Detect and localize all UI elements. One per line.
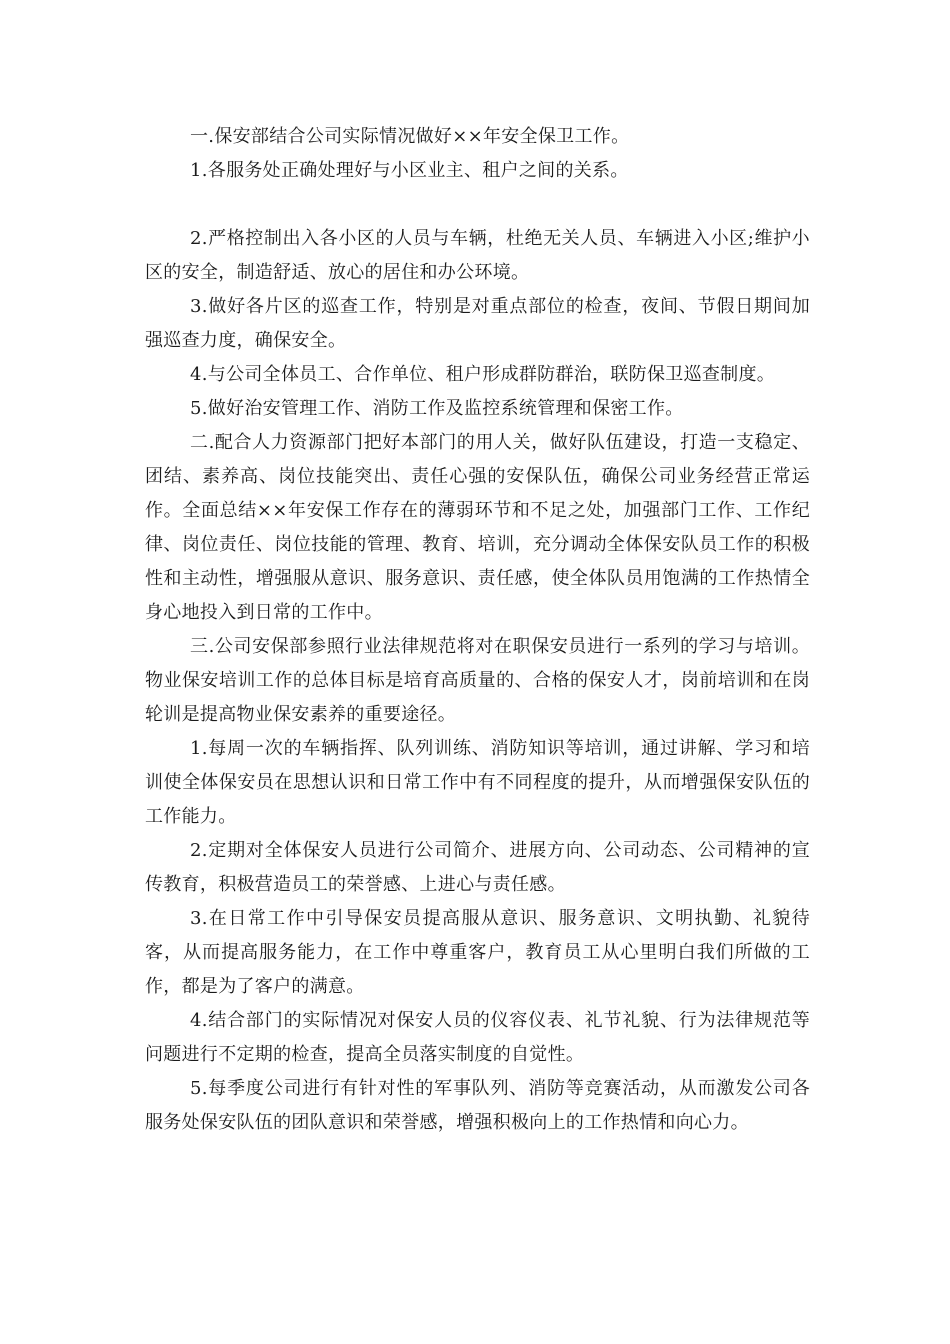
list-item: 4.结合部门的实际情况对保安人员的仪容仪表、礼节礼貌、行为法律规范等问题进行不定期的检查，提高全员落实制度的自觉性。 <box>145 1010 810 1065</box>
list-item: 5.做好治安管理工作、消防工作及监控系统管理和保密工作。 <box>190 398 684 419</box>
list-item: 1.每周一次的车辆指挥、队列训练、消防知识等培训，通过讲解、学习和培训使全体保安员在思想认识和日常工作中有不同程度的提升，从而增强保安队伍的工作能力。 <box>145 738 810 827</box>
section-heading-1: 一.保安部结合公司实际情况做好××年安全保卫工作。 <box>190 126 630 147</box>
blank-line <box>145 188 810 222</box>
list-item: 2.定期对全体保安人员进行公司简介、进展方向、公司动态、公司精神的宣传教育，积极营造员工的荣誉感、上进心与责任感。 <box>145 840 810 895</box>
section-heading-3: 三.公司安保部参照行业法律规范将对在职保安员进行一系列的学习与培训。物业保安培训工作的总体目标是培育高质量的、合格的保安人才，岗前培训和在岗轮训是提高物业保安素养的重要途径。 <box>145 636 810 725</box>
list-item: 4.与公司全体员工、合作单位、租户形成群防群治，联防保卫巡查制度。 <box>190 364 776 385</box>
document-body <box>145 120 810 1140</box>
list-item: 2.严格控制出入各小区的人员与车辆，杜绝无关人员、车辆进入小区;维护小区的安全，制造舒适、放心的居住和办公环境。 <box>145 228 810 283</box>
list-item: 3.在日常工作中引导保安员提高服从意识、服务意识、文明执勤、礼貌待客，从而提高服务能力，在工作中尊重客户，教育员工从心里明白我们所做的工作，都是为了客户的满意。 <box>145 908 810 997</box>
list-item: 5.每季度公司进行有针对性的军事队列、消防等竞赛活动，从而激发公司各服务处保安队伍的团队意识和荣誉感，增强积极向上的工作热情和向心力。 <box>145 1078 810 1133</box>
list-item: 1.各服务处正确处理好与小区业主、租户之间的关系。 <box>190 160 629 181</box>
list-item: 3.做好各片区的巡查工作，特别是对重点部位的检查，夜间、节假日期间加强巡查力度，确保安全。 <box>145 296 810 351</box>
section-heading-2: 二.配合人力资源部门把好本部门的用人关，做好队伍建设，打造一支稳定、团结、素养高、岗位技能突出、责任心强的安保队伍，确保公司业务经营正常运作。全面总结××年安保工作存在的薄弱环节和不足之处，加强部门工作、工作纪律、岗位责任、岗位技能的管理、教育、培训，充分调动全体保安队员工作的积极性和主动性，增强服从意识、服务意识、责任感，使全体队员用饱满的工作热情全身心地投入到日常的工作中。 <box>145 432 810 623</box>
